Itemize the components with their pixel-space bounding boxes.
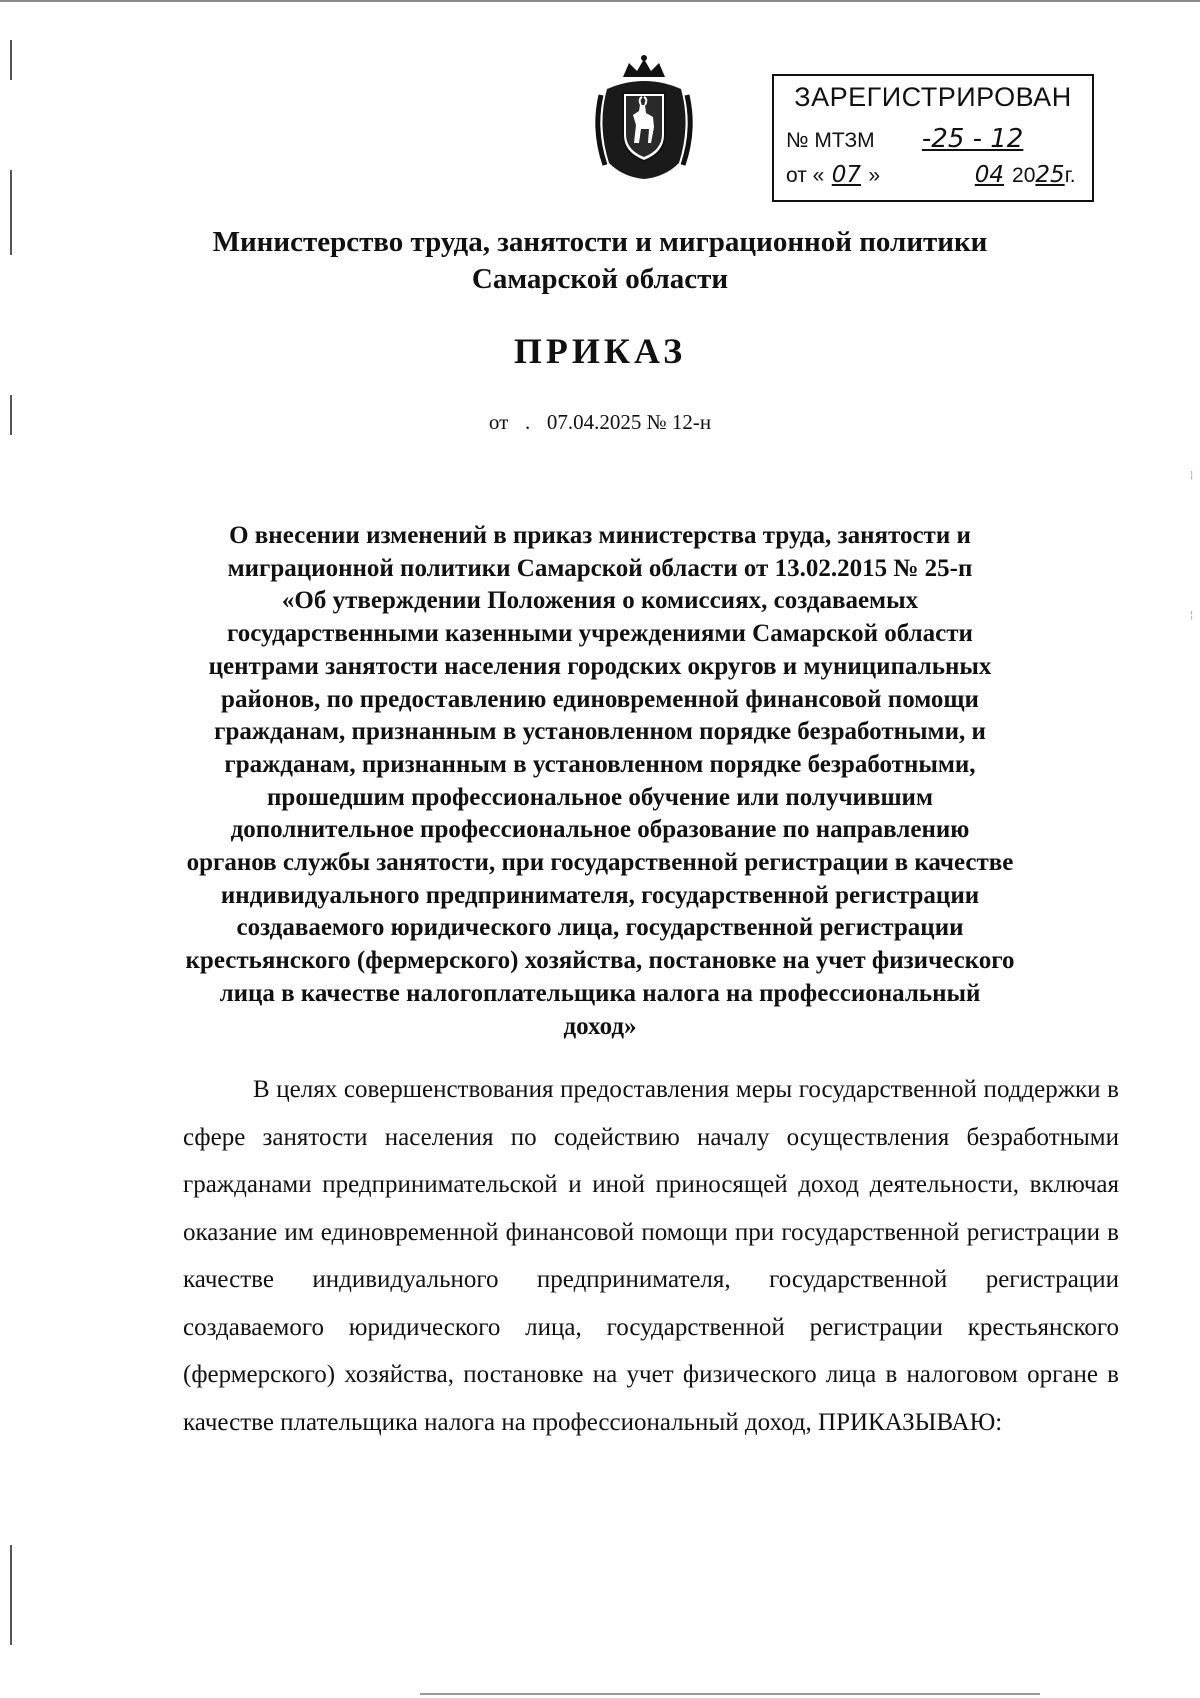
scan-right-mark: ¦ [1190, 470, 1194, 481]
subject-line: прошедшим профессиональное обучение или получившим [267, 783, 933, 811]
scan-bottom-edge [420, 1693, 1040, 1695]
subject-line: индивидуального предпринимателя, государственной регистрации [220, 881, 980, 909]
samara-coat-of-arms-icon [593, 55, 695, 180]
registration-stamp [772, 74, 1094, 202]
body-paragraph: В целях совершенствования предоставления меры государственной поддержки в сфере занятости населения по содействию началу осуществления безработными гражданами предпринимательской и иной приносящей доход деятельности, включая оказание им единовременной финансовой помощи при государственной регистрации в качестве индивидуального предпринимателя, государственной регистрации создаваемого юридического лица, государственной регистрации крестьянского (фермерского) хозяйства, постановке на учет физического лица в налоговом органе в качестве плательщика налога на профессиональный доход, ПРИКАЗЫВАЮ: [183, 1076, 1119, 1436]
subject-line: О внесении изменений в приказ министерства труда, занятости и [229, 522, 971, 549]
stamp-title: ЗАРЕГИСТРИРОВАН [794, 82, 1072, 112]
subject-line: гражданам, признанным в установленном порядке безработными, и [214, 718, 986, 746]
stamp-day-handwritten: 07 [831, 162, 861, 188]
subject-line: центрами занятости населения городских округов и муниципальных [208, 652, 992, 680]
subject-line: создаваемого юридического лица, государственной регистрации [236, 914, 964, 942]
subject-line: миграционной политики Самарской области от 13.02.2015 № 25-п [227, 554, 973, 582]
stamp-number-row [786, 124, 1071, 154]
stamp-year-handwritten: 25 [1035, 162, 1065, 188]
subject-line: органов службы занятости, при государственной регистрации в качестве [186, 849, 1014, 877]
stamp-date-row [786, 162, 1076, 188]
subject-line: «Об утверждении Положения о комиссиях, создаваемых [281, 587, 919, 615]
subject-line: районов, по предоставлению единовременной финансовой помощи [221, 685, 979, 713]
subject-line: дополнительное профессиональное образование по направлению [230, 816, 970, 844]
order-subject [150, 520, 1050, 1043]
ministry-heading [0, 224, 1200, 298]
order-date-number: 07.04.2025 № 12-н [546, 410, 712, 434]
subject-line: доход» [563, 1012, 637, 1040]
ministry-line: Самарской области [471, 263, 729, 295]
order-date-dot: . [524, 410, 531, 434]
stamp-number-label: № МТЗМ [786, 129, 875, 152]
stamp-date-prefix: от « [786, 164, 825, 187]
subject-line: гражданам, признанным в установленном порядке безработными, [224, 750, 976, 778]
stamp-day-suffix: » [868, 164, 881, 187]
scan-left-mark [10, 40, 12, 80]
subject-line: крестьянского (фермерского) хозяйства, постановке на учет физического [185, 947, 1015, 975]
scan-left-mark [10, 1545, 12, 1645]
stamp-number-handwritten: -25 - 12 [921, 124, 1024, 154]
order-date-line [0, 410, 1200, 435]
order-date-prefix: от [488, 410, 509, 434]
subject-line: государственными казенными учреждениями Самарской области [227, 620, 973, 648]
scan-top-edge [0, 0, 1200, 2]
stamp-year-suffix: г. [1064, 164, 1076, 187]
ministry-line: Министерство труда, занятости и миграционной политики [212, 226, 988, 258]
stamp-month-handwritten: 04 [974, 162, 1005, 188]
stamp-year-prefix: 20 [1012, 164, 1036, 187]
scan-right-mark: ¦ [1190, 610, 1194, 621]
order-title: ПРИКАЗ [513, 331, 687, 371]
subject-line: лица в качестве налогоплательщика налога на профессиональный [219, 979, 981, 1007]
